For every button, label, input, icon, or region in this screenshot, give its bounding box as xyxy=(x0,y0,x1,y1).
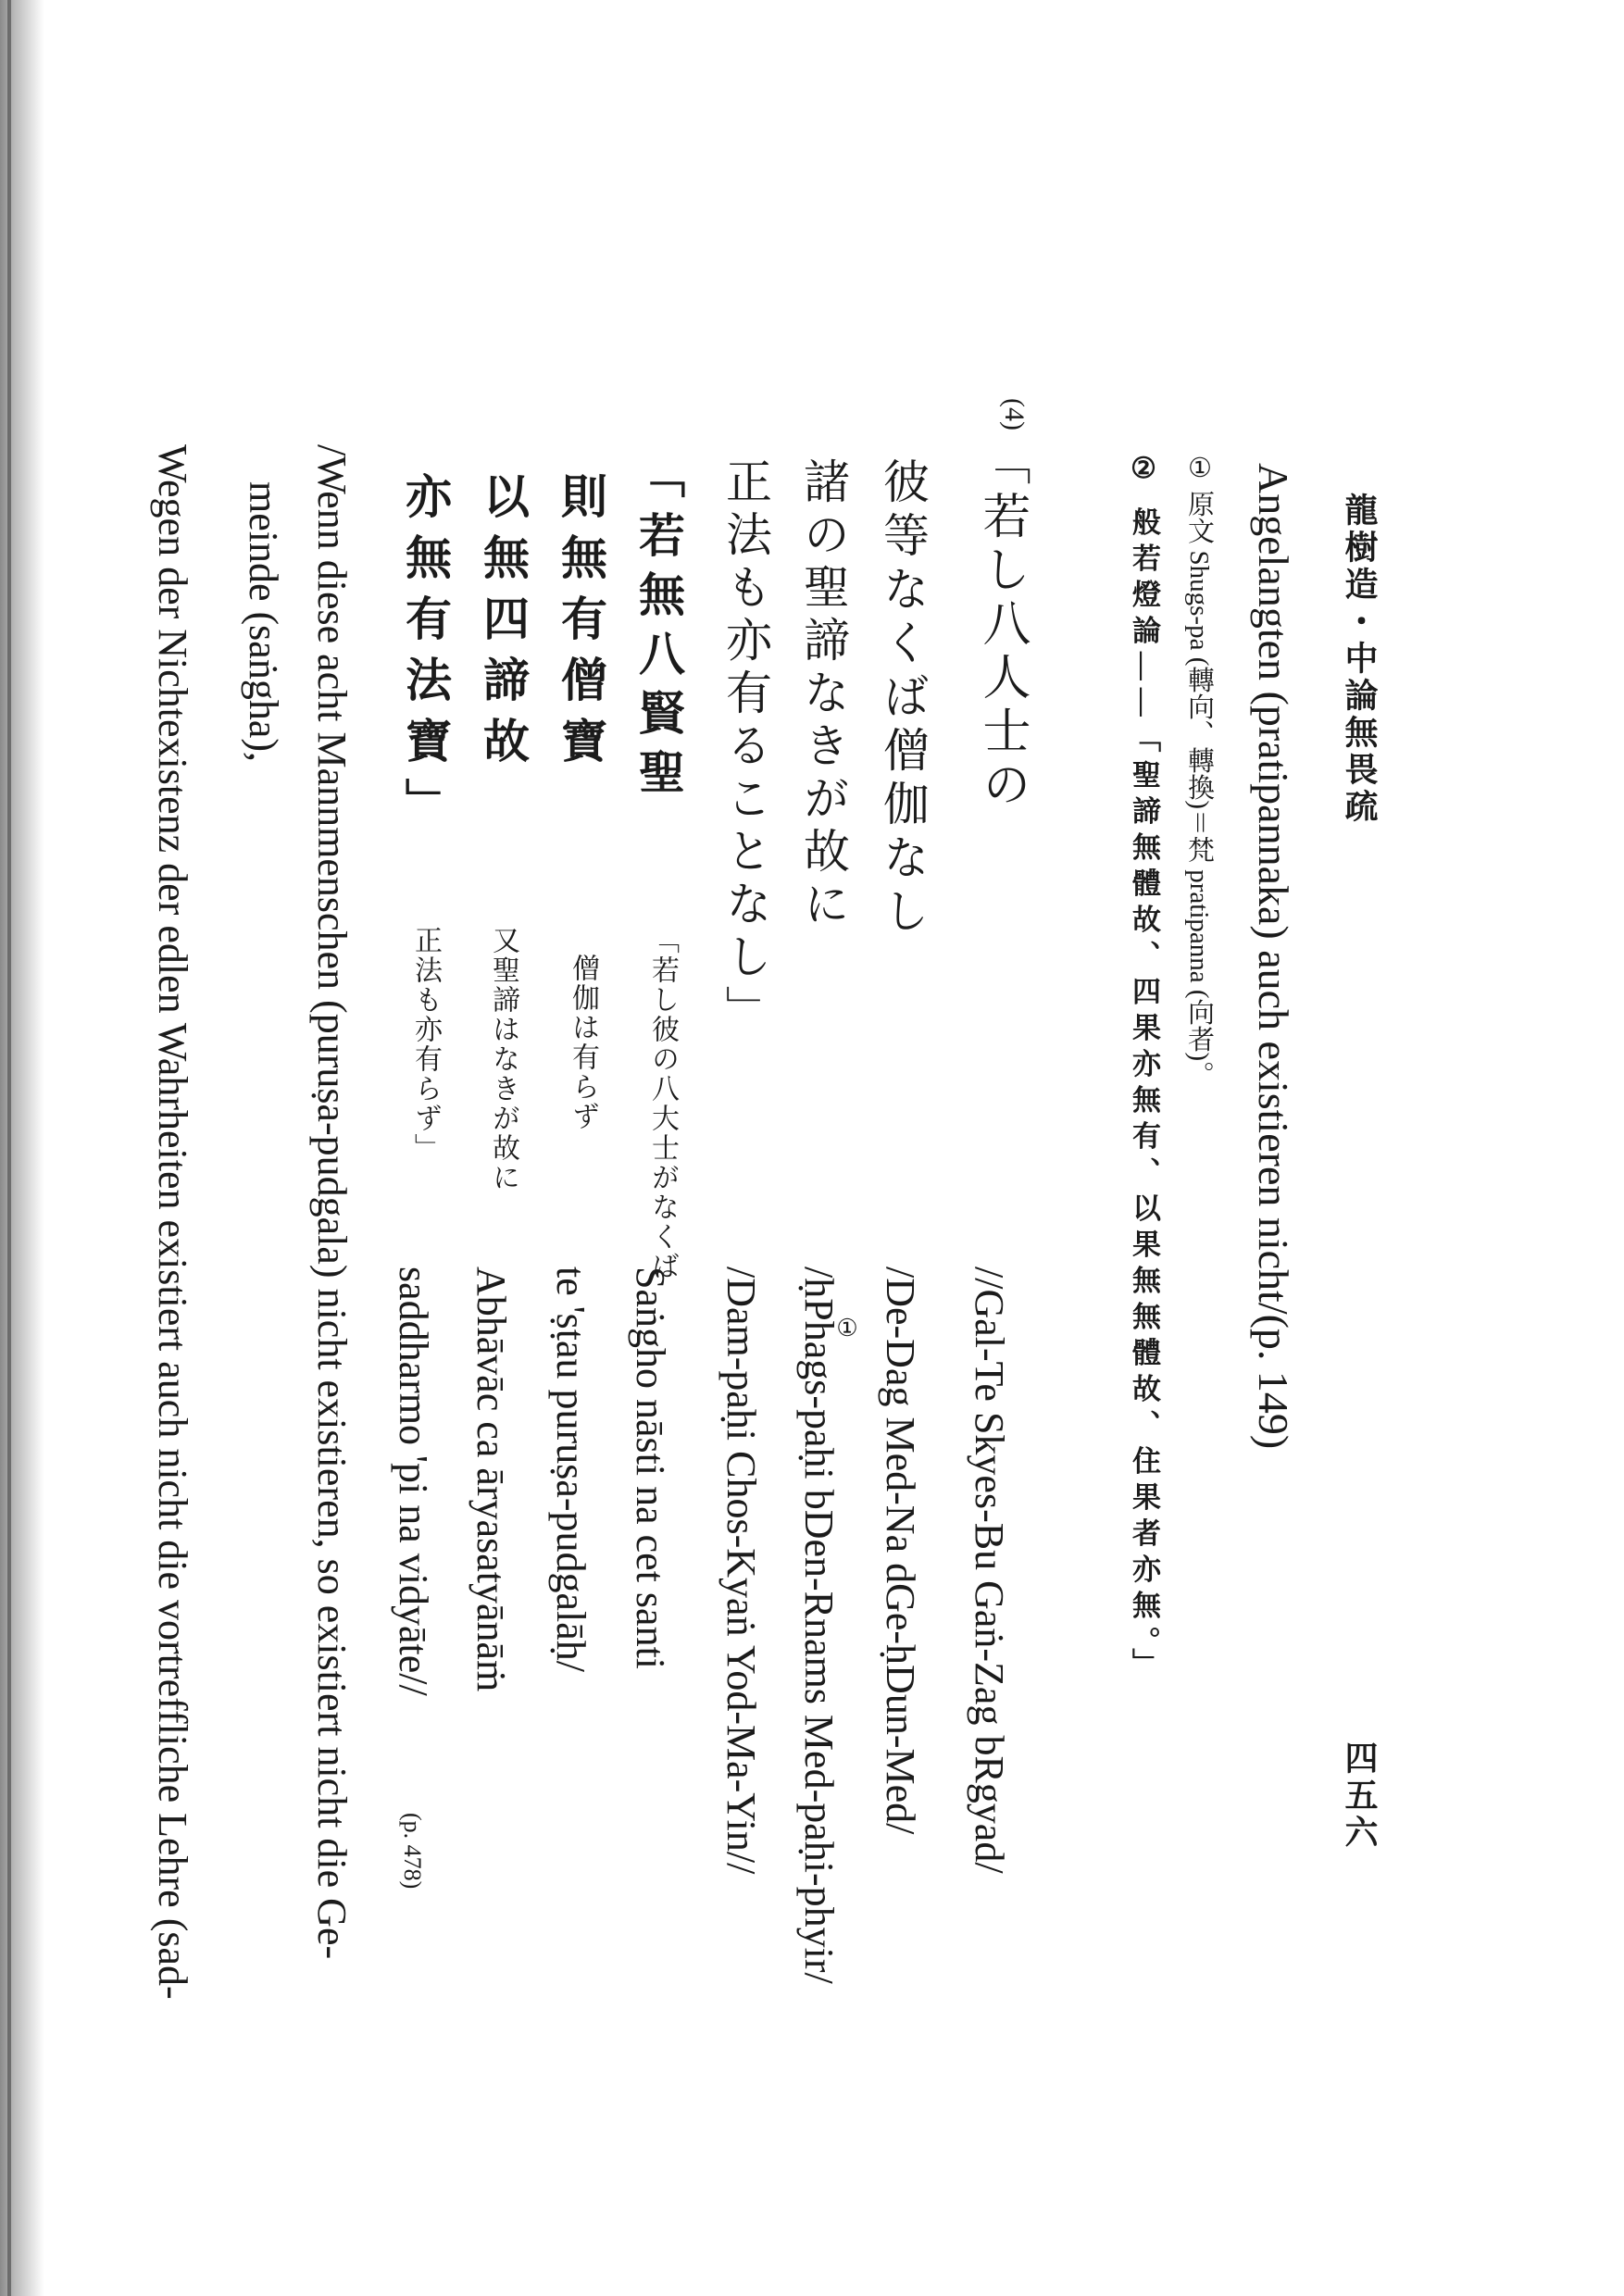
sanskrit-line-2: te 'ṣṭau puruṣa-pudgalāḥ/ xyxy=(548,1267,593,1673)
kanbun-line-3: 以無四諦故 xyxy=(476,472,531,778)
kanbun-line-1: 「若無八賢聖 xyxy=(631,452,686,807)
tibetan-line-2: /De-Dag Med-Na dGe-ḥDun-Med/ xyxy=(878,1267,923,1835)
tibetan-line-3: /ḥPhags-paḥi bDen-Rnams Med-paḥi-phyir/ xyxy=(796,1267,842,1984)
page-number: 四五六 xyxy=(1340,1741,1379,1852)
verse-line-2: 彼等なくば僧伽なし xyxy=(876,457,930,941)
kanbun-line-4: 亦無有法寶」 xyxy=(398,472,453,839)
verse-line-3: 諸の聖諦なきが故に xyxy=(796,457,850,932)
footnote-2: ② 般若燈論――「聖諦無體故、四果亦無有、以果無無體故、住果者亦無。」 xyxy=(1128,452,1160,1685)
line-angelangten: Angelangten (pratipannaka) auch existieren nicht/(p. 149) xyxy=(1250,463,1297,1450)
kanbun-line-2: 則無有僧寶 xyxy=(554,472,608,778)
kanbun-gloss-2: 僧伽は有らず xyxy=(567,954,599,1131)
kanbun-gloss-1: 「若し彼の八大士がなくば xyxy=(646,926,679,1281)
verse-line-1: 「若し八人士の xyxy=(974,437,1030,813)
sanskrit-line-4: saddharmo 'pi na vidyāte// xyxy=(391,1267,436,1696)
sanskrit-line-1: Saṅgho nāsti na cet santi xyxy=(628,1267,673,1670)
footnote-1: ① 原文 Shugs-pa (轉向、轉換)＝梵 pratipanna (向者)。 xyxy=(1184,452,1214,1089)
sanskrit-reference: (p. 478) xyxy=(399,1813,426,1890)
tibetan-line-4: /Dam-paḥi Chos-Kyaṅ Yod-Ma-Yin// xyxy=(718,1267,764,1875)
kanbun-gloss-3: 又聖諦はなきが故に xyxy=(487,926,519,1192)
german-line-1: /Wenn diese acht Mannmenschen (puruṣa-pudgala) nicht existieren, so existiert nicht die Ge- xyxy=(309,444,355,1960)
sanskrit-line-3: Abhāvāc ca āryasatyānāṁ xyxy=(468,1267,514,1692)
binding-edge xyxy=(7,0,11,2296)
verse-label: (4) xyxy=(999,398,1030,430)
tibetan-line-1: //Gal-Te Skyes-Bu Gaṅ-Zag bRgyad/ xyxy=(967,1267,1012,1874)
german-line-2: meinde (saṅgha), xyxy=(241,481,286,762)
tibetan-note-mark: ① xyxy=(834,1315,861,1342)
german-line-3: Wegen der Nichtexistenz der edlen Wahrheiten existiert auch nicht die vortreffliche Lehre (sad- xyxy=(150,444,195,2000)
verse-line-4: 正法も亦有ることなし」 xyxy=(718,457,772,1038)
header-title: 龍樹造・中論無畏疏 xyxy=(1340,493,1379,826)
kanbun-gloss-4: 正法も亦有らず」 xyxy=(409,926,442,1163)
